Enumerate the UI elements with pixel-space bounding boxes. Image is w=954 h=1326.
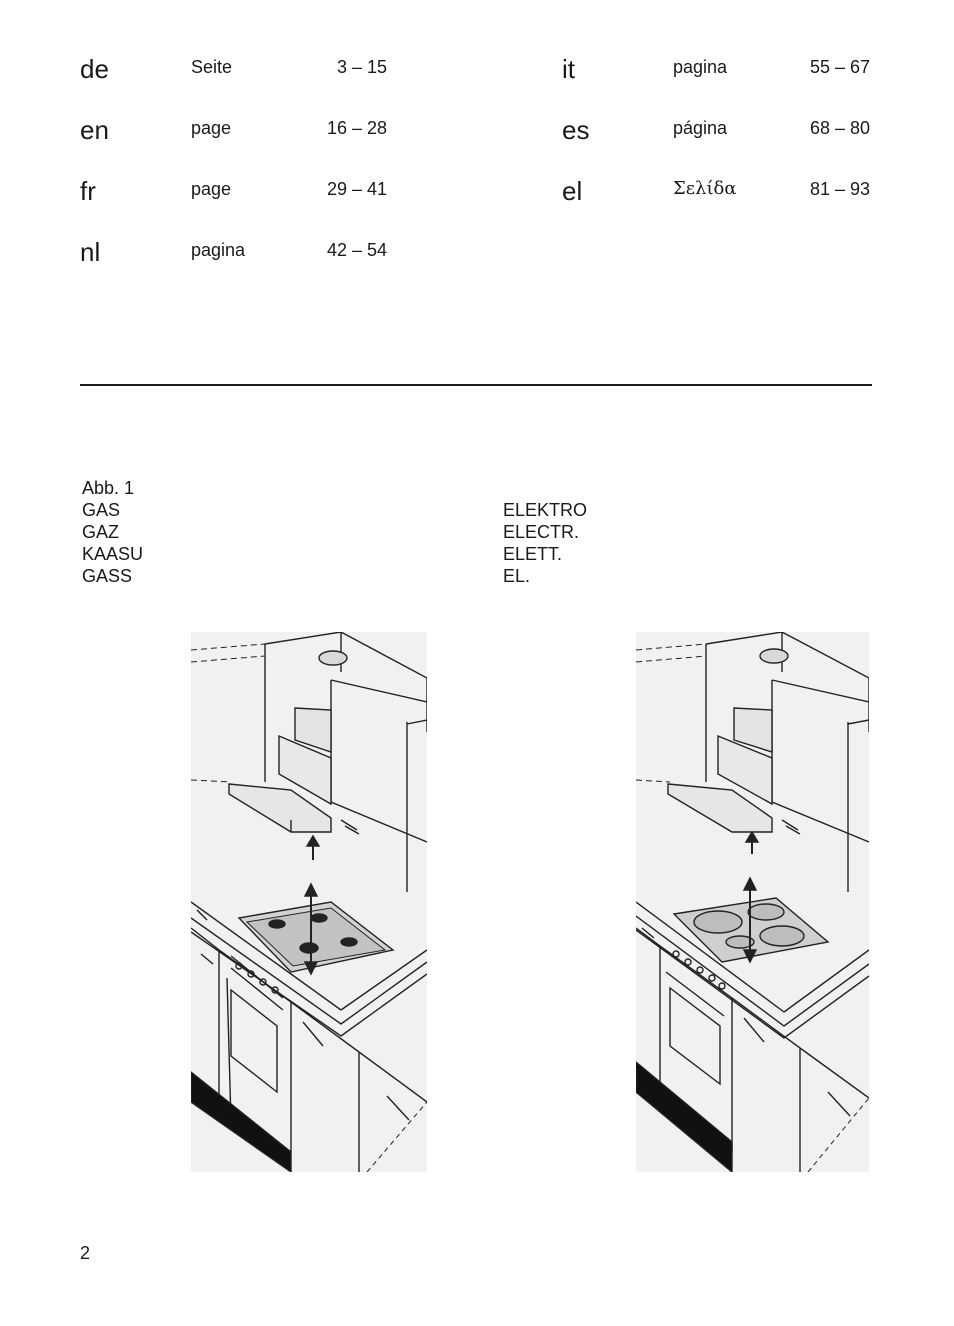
gas-label: GAZ — [82, 522, 120, 542]
language-code: el — [562, 176, 583, 206]
page-range: 3 – 15 — [336, 57, 387, 77]
electric-label: ELECTR. — [503, 522, 580, 542]
page-word: pagina — [191, 240, 246, 260]
language-code: it — [562, 54, 575, 84]
gas-label: GASS — [82, 566, 133, 586]
electric-hob-drawing — [636, 632, 869, 1172]
page-number: 2 — [80, 1243, 91, 1263]
electric-label: ELETT. — [503, 544, 563, 564]
page-range: 16 – 28 — [326, 118, 387, 138]
language-code: es — [562, 115, 590, 145]
figure-caption: Abb. 1 — [82, 478, 135, 498]
electric-hob-illustration — [636, 632, 869, 1172]
page-range: 68 – 80 — [809, 118, 870, 138]
language-code: nl — [80, 237, 101, 267]
language-code: de — [80, 54, 109, 84]
language-code: fr — [80, 176, 96, 206]
page-word: Σελίδα — [673, 178, 737, 199]
language-code: en — [80, 115, 109, 145]
gas-label-block — [82, 477, 143, 587]
page-range: 81 – 93 — [809, 179, 870, 199]
electric-label-block — [503, 499, 587, 587]
gas-label: GAS — [82, 500, 121, 520]
page-word: pagina — [673, 57, 728, 77]
electric-label: ELEKTRO — [503, 500, 588, 520]
page-word: page — [191, 118, 232, 138]
gas-hob-drawing — [191, 632, 427, 1172]
electric-label: EL. — [503, 566, 531, 586]
gas-label: KAASU — [82, 544, 144, 564]
page-range: 55 – 67 — [809, 57, 870, 77]
page-range: 29 – 41 — [326, 179, 387, 199]
page-range: 42 – 54 — [326, 240, 387, 260]
section-divider — [80, 384, 872, 386]
page-word: Seite — [191, 57, 233, 77]
page-word: página — [673, 118, 728, 138]
page-word: page — [191, 179, 232, 199]
gas-hob-illustration — [191, 632, 427, 1172]
